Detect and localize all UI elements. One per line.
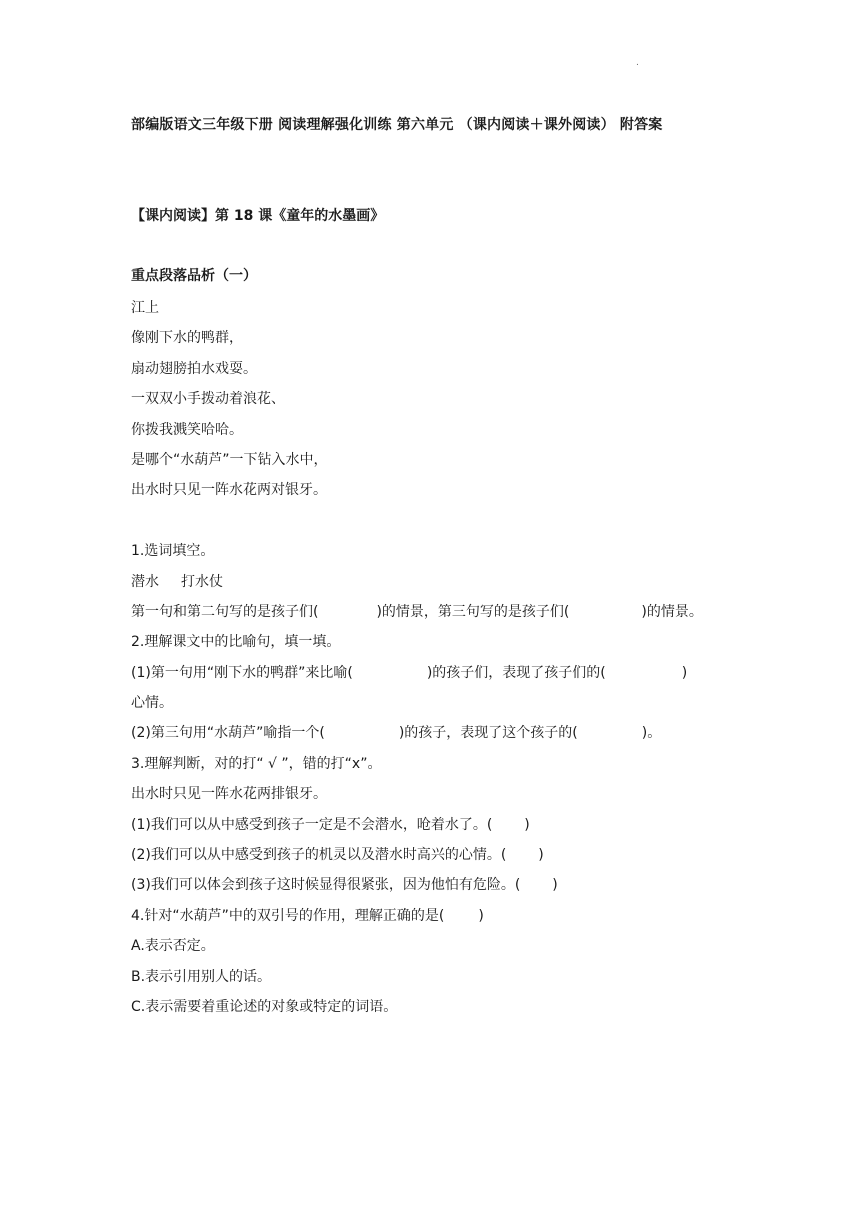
sentence-text: (1)第一句用“刚下水的鸭群”来比喻( (131, 664, 353, 681)
sentence-text: ) (538, 847, 544, 864)
sentence-text: )的孩子，表现了这个孩子的( (398, 725, 578, 742)
sentence-text: 第一句和第二句写的是孩子们( (131, 603, 319, 620)
sentence-text: )的孩子们，表现了孩子们的( (426, 664, 606, 681)
question-3-item-3 (131, 870, 771, 900)
header-dot: . (636, 58, 639, 68)
sentence-text: )的情景。 (641, 603, 703, 620)
spacer (131, 506, 771, 536)
question-4-option-a: A.表示否定。 (131, 938, 215, 955)
sentence-text: ) (681, 664, 688, 681)
question-3-item-2 (131, 840, 771, 870)
sentence-text: (1)我们可以从中感受到孩子一定是不会潜水，呛着水了。( (131, 816, 493, 833)
question-1-sentence (131, 597, 771, 627)
question-3-title: 3.理解判断，对的打“ √ ”，错的打“x”。 (131, 755, 382, 772)
question-2-item-2 (131, 718, 771, 748)
poem-line: 像刚下水的鸭群， (131, 330, 243, 347)
question-4-stem (131, 901, 771, 931)
sentence-text: ) (552, 877, 558, 894)
document-body (131, 293, 771, 1022)
question-1-word-options (131, 567, 771, 597)
question-3-quote: 出水时只见一阵水花两排银牙。 (131, 786, 327, 803)
sentence-text: (3)我们可以体会到孩子这时候显得很紧张，因为他怕有危险。( (131, 877, 521, 894)
sentence-text: )。 (641, 725, 662, 742)
question-3-item-1 (131, 810, 771, 840)
question-4-option-c: C.表示需要着重论述的对象或特定的词语。 (131, 998, 398, 1015)
document-title: 部编版语文三年级下册 阅读理解强化训练 第六单元 （课内阅读＋课外阅读） 附答案 (131, 117, 663, 133)
section-heading: 【课内阅读】第 18 课《童年的水墨画》 (131, 208, 385, 224)
sentence-text: )的情景，第三句写的是孩子们( (376, 603, 570, 620)
poem-line: 一双双小手拨动着浪花、 (131, 391, 285, 408)
word-option: 打水仗 (181, 573, 223, 590)
word-option: 潜水 (131, 573, 159, 590)
sentence-text: (2)我们可以从中感受到孩子的机灵以及潜水时高兴的心情。( (131, 847, 507, 864)
question-2-item-1 (131, 658, 771, 688)
poem-line: 出水时只见一阵水花两对银牙。 (131, 482, 327, 499)
poem-line: 你拨我溅笑哈哈。 (131, 421, 243, 438)
question-2-title: 2.理解课文中的比喻句，填一填。 (131, 634, 341, 651)
sentence-text: (2)第三句用“水葫芦”喻指一个( (131, 725, 325, 742)
sub-heading: 重点段落品析（一） (131, 268, 257, 284)
sentence-text: 4.针对“水葫芦”中的双引号的作用，理解正确的是( (131, 907, 445, 924)
question-2-item-1-cont: 心情。 (131, 695, 173, 712)
poem-line: 是哪个“水葫芦”一下钻入水中， (131, 451, 328, 468)
sentence-text: ) (524, 816, 530, 833)
sentence-text: ) (478, 907, 484, 924)
poem-line: 江上 (131, 300, 159, 316)
question-1-title: 1.选词填空。 (131, 543, 215, 560)
poem-line: 扇动翅膀拍水戏耍。 (131, 360, 257, 377)
question-4-option-b: B.表示引用别人的话。 (131, 968, 272, 985)
